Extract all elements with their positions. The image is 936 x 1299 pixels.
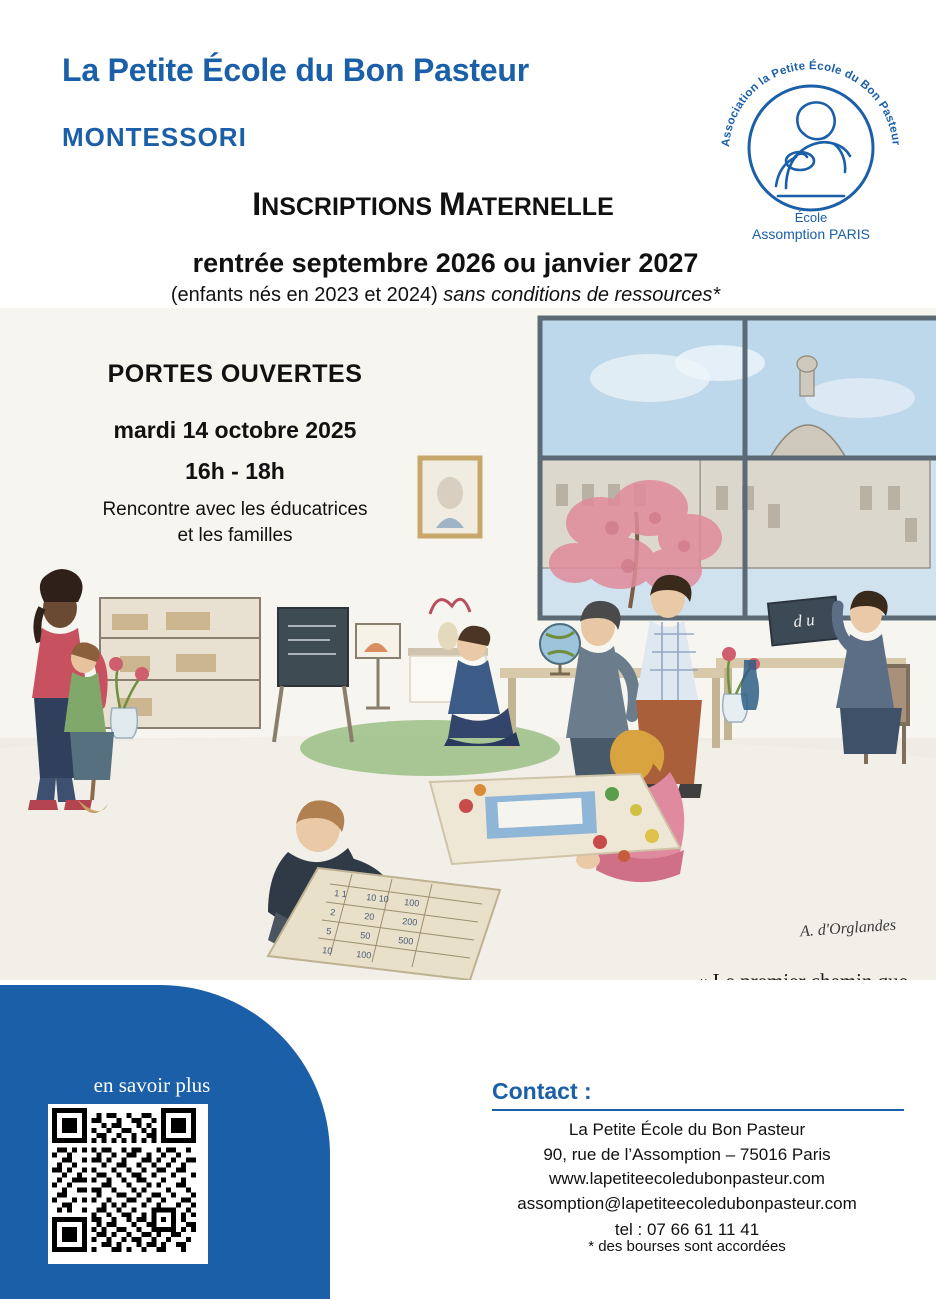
page-title: La Petite École du Bon Pasteur (62, 52, 530, 88)
svg-text:1 1: 1 1 (333, 888, 348, 900)
svg-text:École: École (794, 210, 828, 225)
artist-signature: A. d'Orglandes (799, 916, 897, 941)
svg-text:10: 10 (321, 945, 333, 957)
no-conditions-text: sans conditions de ressources* (443, 284, 721, 306)
svg-text:200: 200 (401, 916, 418, 928)
open-house-date: mardi 14 octobre 2025 (113, 417, 357, 443)
contact-website[interactable]: www.lapetiteecoledubonpasteur.com (549, 1169, 825, 1189)
open-house-title: PORTES OUVERTES (107, 360, 363, 388)
birth-years-text: (enfants nés en 2023 et 2024) (170, 284, 444, 306)
svg-text:20: 20 (363, 911, 375, 923)
association-logo (716, 36, 906, 248)
contact-phone[interactable]: tel : 07 66 61 11 41 (614, 1219, 760, 1239)
open-house-note (0, 497, 470, 548)
svg-text:500: 500 (397, 935, 414, 947)
svg-text:2: 2 (329, 907, 336, 918)
inscriptions-i: I (252, 186, 262, 222)
pedagogy-label: MONTESSORI (62, 122, 247, 152)
svg-text:100: 100 (355, 949, 372, 961)
contact-title: Contact : (492, 1078, 592, 1104)
svg-text:10 10: 10 10 (365, 892, 390, 905)
poster-header (0, 0, 936, 308)
svg-text:Assomption PARIS: Assomption PARIS (751, 226, 871, 242)
footnote-bourses: * des bourses sont accordées (588, 1238, 786, 1255)
birth-years-line (0, 284, 936, 307)
svg-text:d u: d u (792, 609, 816, 632)
inscriptions-m: M (438, 186, 466, 222)
open-house-note-line2: et les familles (177, 524, 293, 546)
open-house-note-line1: Rencontre avec les éducatrices (102, 499, 368, 520)
contact-block (470, 1118, 904, 1242)
open-house-block (0, 360, 470, 548)
svg-text:50: 50 (359, 930, 371, 942)
contact-email[interactable]: assomption@lapetiteecoledubonpasteur.com (517, 1193, 857, 1213)
inscriptions-aternelle: ATERNELLE (465, 193, 614, 221)
svg-text:5: 5 (325, 926, 332, 937)
svg-text:100: 100 (403, 897, 420, 909)
qr-code[interactable] (48, 1104, 208, 1264)
rentree-line: rentrée septembre 2026 ou janvier 2027 (192, 248, 699, 278)
svg-text:Association la Petite École du: Association la Petite École du Bon Pasteur (720, 60, 902, 148)
inscriptions-nscriptions: NSCRIPTIONS (261, 193, 439, 221)
open-house-hours: 16h - 18h (185, 458, 285, 484)
learn-more-label: en savoir plus (93, 1073, 211, 1097)
contact-divider (492, 1109, 904, 1111)
contact-name: La Petite École du Bon Pasteur (568, 1120, 806, 1139)
contact-address: 90, rue de l’Assomption – 75016 Paris (543, 1144, 831, 1164)
